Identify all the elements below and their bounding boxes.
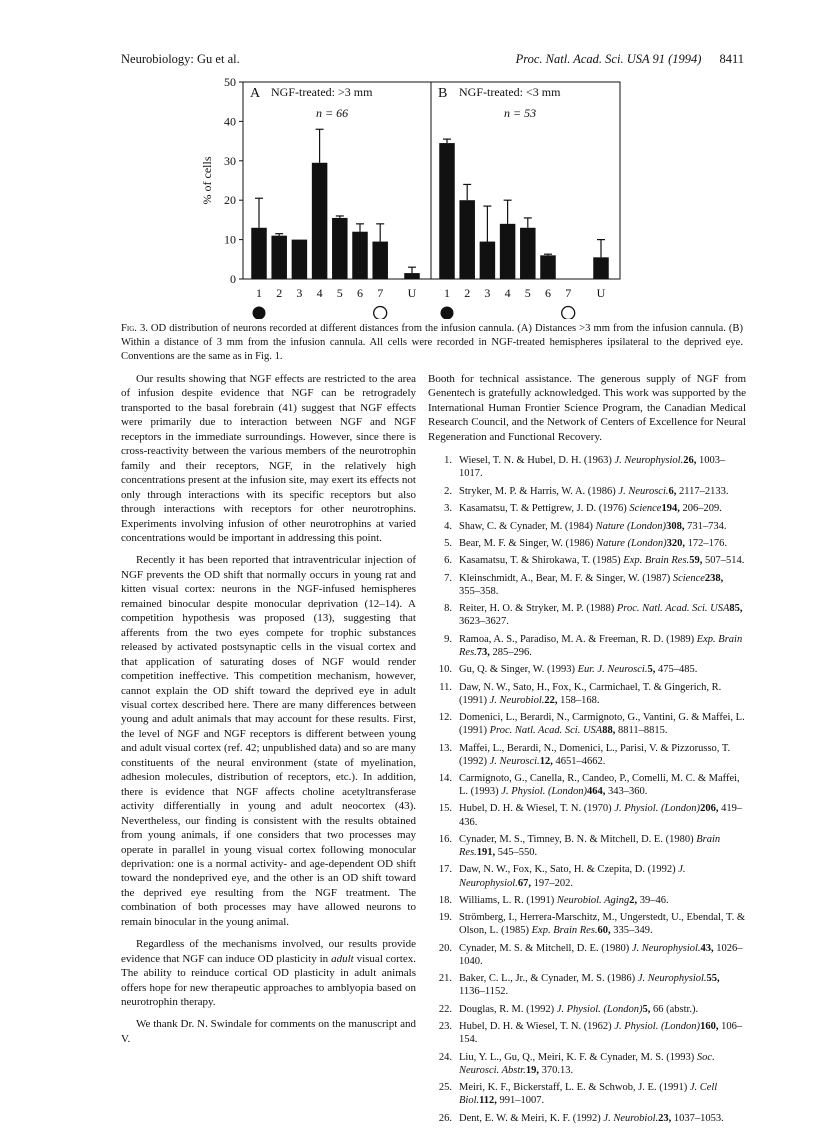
reference-authors: Kasamatsu, T. & Shirokawa, T. (1985) — [459, 555, 624, 567]
reference-volume: 55, — [706, 973, 720, 985]
x-tick-label: 5 — [336, 286, 343, 300]
reference-volume: 85, — [729, 603, 743, 615]
running-head-journal: Proc. Natl. Acad. Sci. USA 91 (1994) — [515, 52, 702, 66]
reference-volume: 12, — [539, 755, 553, 767]
open-circle-icon — [562, 307, 575, 320]
reference-6 — [428, 554, 746, 567]
x-tick-label: U — [407, 286, 417, 300]
reference-17 — [428, 863, 746, 889]
reference-pages: 197–202. — [530, 877, 573, 889]
x-tick-label: 7 — [377, 286, 384, 300]
reference-pages: 158–168. — [557, 694, 600, 706]
reference-authors: Baker, C. L., Jr., & Cynader, M. S. (1986) — [459, 973, 638, 985]
reference-pages: 1003–1017. — [459, 455, 726, 480]
reference-19 — [428, 911, 746, 937]
reference-26 — [428, 1112, 746, 1125]
bar-U — [404, 273, 420, 279]
reference-pages: 335–349. — [610, 925, 653, 937]
body-paragraph-2: Recently it has been reported that intraventricular injection of NGF prevents the OD shift that normally occurs in young rat and kitten visual cortex: neurons in the NGF-infused hemispheres remained binocular despite monocular deprivation (12–14). A competition hypothesis was proposed (13), suggesting that afferents from the two eyes compete for trophic substances released by activated postsynaptic cells in the visual cortex and that application of saturating doses of NGF would render competition ineffective. This competition mechanism, however, cannot explain the OD shift toward the deprived eye in adult visual cortex described here. There are many differences between young and adult animals that may account for these results. First, the level of NGF and NGF receptors is different between young and adult visual cortex (ref. 42; unpublished data) and so are many constituents of the neural environment (state of myelination, adhesion molecules, distribution of receptors, etc.). In addition, there is evidence that NGF affects choline acetyltransferase activity differentially in young and adult neocortex (43). Nevertheless, our finding is consistent with the results obtained from young animals, if one considers that two processes may operate in parallel in young visual cortex following monocular deprivation: one is a normal activity- and age-dependent OD shift toward the nondeprived eye, and the other is an OD shift toward the deprived eye resulting from the NGF treatment. The combination of both processes may have allowed neurons to remain binocular in the young animal. — [121, 554, 416, 928]
reference-8 — [428, 602, 746, 628]
reference-number: 25. — [438, 1082, 452, 1094]
reference-journal: Science — [629, 503, 662, 515]
acknowledgments-start: We thank Dr. N. Swindale for comments on the manuscript and V. — [121, 1018, 416, 1045]
reference-authors: Williams, L. R. (1991) — [459, 894, 557, 906]
x-tick-label: 3 — [296, 286, 303, 300]
bar-7 — [372, 242, 388, 279]
reference-4 — [428, 520, 746, 533]
reference-number: 2. — [444, 485, 452, 497]
reference-journal: Eur. J. Neurosci. — [577, 664, 648, 676]
reference-volume: 464, — [587, 786, 606, 798]
x-tick-label: 1 — [256, 286, 262, 300]
panel-title: NGF-treated: <3 mm — [459, 85, 561, 99]
reference-volume: 19, — [525, 1064, 539, 1076]
reference-pages: 66 (abstr.). — [650, 1003, 699, 1015]
reference-journal: J. Physiol. (London) — [614, 803, 701, 815]
reference-number: 19. — [438, 912, 452, 924]
reference-authors: Strömberg, I., Herrera-Marschitz, M., Ungerstedt, U., Ebendal, T. & Olson, L. (1985) — [459, 912, 746, 937]
reference-pages: 355–358. — [459, 585, 499, 597]
reference-number: 20. — [438, 942, 452, 954]
reference-volume: 112, — [479, 1095, 497, 1107]
reference-journal: J. Neurophysiol. — [637, 973, 707, 985]
y-axis-label: % of cells — [200, 156, 214, 205]
reference-number: 24. — [438, 1051, 452, 1063]
reference-authors: Cynader, M. S. & Mitchell, D. E. (1980) — [459, 942, 632, 954]
reference-journal: Proc. Natl. Acad. Sci. USA — [616, 603, 730, 615]
running-head-section: Neurobiology: Gu et al. — [121, 52, 240, 66]
reference-journal: Exp. Brain Res. — [623, 555, 690, 567]
reference-volume: 206, — [700, 803, 719, 815]
reference-authors: Meiri, K. F., Bickerstaff, L. E. & Schwob, J. E. (1991) — [459, 1082, 690, 1094]
reference-7 — [428, 572, 746, 598]
reference-volume: 160, — [700, 1021, 719, 1033]
reference-volume: 67, — [517, 877, 531, 889]
p3-emphasis: adult — [331, 952, 354, 965]
left-column — [121, 372, 416, 1046]
reference-number: 3. — [444, 503, 452, 515]
bar-5 — [520, 228, 536, 279]
panel-letter: A — [250, 86, 261, 101]
reference-volume: 308, — [666, 520, 685, 532]
x-tick-label: 5 — [524, 286, 531, 300]
reference-journal: J. Physiol. (London) — [556, 1003, 643, 1015]
reference-18 — [428, 894, 746, 907]
reference-journal: Proc. Natl. Acad. Sci. USA — [489, 725, 603, 737]
reference-authors: Domenici, L., Berardi, N., Carmignoto, G., Vantini, G. & Maffei, L. (1991) — [459, 712, 745, 737]
x-tick-label: 1 — [444, 286, 450, 300]
x-tick-label: 2 — [276, 286, 283, 300]
reference-number: 14. — [438, 773, 452, 784]
reference-authors: Shaw, C. & Cynader, M. (1984) — [459, 520, 596, 532]
reference-volume: 191, — [476, 847, 496, 859]
reference-authors: Daw, N. W., Fox, K., Sato, H. & Czepita, D. (1992) — [459, 864, 679, 876]
reference-volume: 88, — [602, 725, 616, 737]
bar-2 — [459, 200, 475, 279]
y-tick-label: 0 — [230, 272, 236, 286]
reference-journal: J. Physiol. (London) — [501, 786, 588, 798]
x-tick-label: 3 — [484, 286, 491, 300]
reference-13 — [428, 742, 746, 768]
reference-number: 5. — [444, 537, 452, 549]
reference-volume: 6, — [668, 485, 677, 497]
figure-3-chart — [196, 74, 626, 319]
bar-U — [593, 257, 609, 279]
reference-number: 1. — [444, 455, 452, 467]
panel-letter: B — [438, 86, 448, 101]
reference-journal: Soc. Neurosci. Abstr. — [459, 1051, 715, 1076]
reference-journal: J. Neurobiol. — [603, 1112, 659, 1124]
body-paragraph-1: Our results showing that NGF effects are restricted to the area of infusion despite evidence that NGF can be retrogradely transported to the basal forebrain (41) suggest that NGF effects were primarily due to interaction between NGF and NGF receptors in the immediate surroundings. However, since there is cross-reactivity between the various members of the neurotrophin family and their receptors, NGF, in the relatively high concentrations present at the infusion site, may exert its effects not only through interactions with its specific receptors but also through interactions with receptors for other neurotrophins. Experiments involving infusion of other neurotrophins at varied concentrations would be important in addressing this point. — [121, 373, 416, 544]
reference-authors: Kasamatsu, T. & Pettigrew, J. D. (1976) — [459, 503, 630, 515]
reference-11 — [428, 681, 746, 707]
reference-pages: 106–154. — [459, 1021, 743, 1046]
reference-journal: J. Neurobiol. — [489, 694, 545, 706]
reference-list — [428, 454, 746, 1124]
reference-10 — [428, 663, 746, 676]
reference-pages: 8811–8815. — [615, 725, 668, 737]
bar-5 — [332, 218, 348, 279]
reference-number: 26. — [438, 1112, 452, 1124]
reference-number: 10. — [438, 664, 452, 676]
bar-6 — [540, 255, 556, 279]
reference-volume: 43, — [700, 942, 714, 954]
reference-authors: Reiter, H. O. & Stryker, M. P. (1988) — [459, 603, 617, 615]
reference-number: 16. — [438, 833, 452, 845]
reference-pages: 1136–1152. — [459, 986, 509, 998]
running-head-journal-group — [516, 52, 744, 67]
p3-text-b: visual cortex. The ability to reinduce cortical OD plasticity in adult animals offers hope for new therapeutic approaches to amblyopia based on neurotrophin therapy. — [121, 952, 416, 1009]
x-tick-label: 4 — [504, 286, 511, 300]
bar-2 — [271, 236, 287, 279]
reference-number: 13. — [438, 742, 452, 754]
reference-volume: 23, — [658, 1112, 672, 1124]
reference-pages: 419–436. — [459, 803, 743, 828]
reference-pages: 475–485. — [655, 664, 698, 676]
reference-volume: 60, — [597, 925, 611, 937]
reference-pages: 2117–2133. — [676, 485, 729, 497]
bar-3 — [480, 242, 496, 279]
acknowledgments-continued: Booth for technical assistance. The generous supply of NGF from Genentech is gratefully acknowledged. This work was supported by the International Human Frontier Science Program, the Canadian Medical Research Council, and the Network of Centers of Excellence for Neural Regeneration and Functional Recovery. — [428, 373, 746, 443]
reference-volume: 26, — [683, 455, 697, 467]
reference-authors: Carmignoto, G., Canella, R., Candeo, P., Comelli, M. C. & Maffei, L. (1993) — [459, 773, 740, 798]
reference-volume: 22, — [544, 694, 558, 706]
panel-a — [243, 82, 431, 319]
bar-1 — [439, 143, 455, 279]
reference-25 — [428, 1081, 746, 1107]
reference-pages: 172–176. — [685, 537, 728, 549]
reference-14 — [428, 772, 746, 798]
reference-journal: J. Neurosci. — [618, 485, 669, 497]
reference-pages: 39–46. — [637, 894, 669, 906]
reference-21 — [428, 972, 746, 998]
reference-number: 11. — [439, 681, 452, 693]
reference-pages: 343–360. — [605, 786, 648, 798]
reference-authors: Stryker, M. P. & Harris, W. A. (1986) — [459, 485, 619, 497]
reference-authors: Daw, N. W., Sato, H., Fox, K., Carmichael, T. & Gingerich, R. (1991) — [459, 681, 722, 706]
reference-23 — [428, 1020, 746, 1046]
reference-authors: Kleinschmidt, A., Bear, M. F. & Singer, W. (1987) — [459, 572, 673, 584]
reference-pages: 4651–4662. — [552, 755, 606, 767]
reference-pages: 3623–3627. — [459, 616, 509, 628]
reference-number: 22. — [438, 1003, 452, 1015]
x-tick-label: 2 — [464, 286, 471, 300]
figure-caption — [121, 322, 743, 364]
reference-3 — [428, 502, 746, 515]
reference-journal: Brain Res. — [459, 833, 721, 859]
reference-volume: 5, — [642, 1003, 651, 1015]
reference-number: 23. — [438, 1021, 452, 1033]
reference-journal: Science — [672, 572, 705, 584]
x-tick-label: U — [596, 286, 606, 300]
reference-journal: Neurobiol. Aging — [556, 894, 630, 906]
reference-pages: 1037–1053. — [671, 1112, 724, 1124]
bar-1 — [251, 228, 267, 279]
x-tick-label: 6 — [545, 286, 551, 300]
reference-number: 9. — [444, 633, 452, 645]
panel-b — [431, 82, 620, 319]
reference-volume: 59, — [689, 555, 703, 567]
reference-pages: 991–1007. — [496, 1095, 545, 1107]
reference-authors: Maffei, L., Berardi, N., Domenici, L., Parisi, V. & Pizzorusso, T. (1992) — [459, 742, 731, 767]
reference-journal: J. Physiol. (London) — [614, 1021, 701, 1033]
p3-text-a: Regardless of the mechanisms involved, our results provide evidence that NGF can induce OD plasticity in — [121, 938, 416, 965]
reference-authors: Wiesel, T. N. & Hubel, D. H. (1963) — [459, 455, 615, 467]
reference-journal: Nature (London) — [595, 520, 667, 532]
reference-authors: Hubel, D. H. & Wiesel, T. N. (1970) — [459, 803, 615, 815]
reference-authors: Cynader, M. S., Timney, B. N. & Mitchell, D. E. (1980) — [459, 833, 697, 845]
reference-pages: 731–734. — [684, 520, 727, 532]
reference-volume: 238, — [704, 572, 724, 584]
reference-5 — [428, 537, 746, 550]
reference-pages: 285–296. — [489, 646, 532, 658]
reference-12 — [428, 711, 746, 737]
y-tick-label: 20 — [224, 193, 236, 208]
bar-4 — [312, 163, 328, 279]
reference-20 — [428, 942, 746, 968]
reference-journal: J. Cell Biol. — [459, 1082, 718, 1107]
bar-3 — [292, 240, 308, 279]
y-tick-label: 50 — [224, 75, 236, 89]
x-tick-label: 6 — [357, 286, 363, 300]
reference-authors: Dent, E. W. & Meiri, K. F. (1992) — [459, 1112, 604, 1124]
reference-journal: Exp. Brain Res. — [459, 633, 743, 658]
reference-authors: Douglas, R. M. (1992) — [459, 1003, 557, 1015]
panel-n-label: n = 66 — [316, 106, 349, 120]
reference-9 — [428, 633, 746, 659]
x-tick-label: 4 — [316, 286, 323, 300]
reference-journal: J. Neurophysiol. — [614, 455, 684, 467]
reference-number: 17. — [438, 864, 452, 876]
reference-pages: 507–514. — [702, 555, 745, 567]
reference-number: 8. — [444, 603, 452, 615]
reference-24 — [428, 1051, 746, 1077]
reference-authors: Liu, Y. L., Gu, Q., Meiri, K. F. & Cynader, M. S. (1993) — [459, 1051, 697, 1063]
reference-number: 4. — [444, 520, 452, 532]
reference-authors: Gu, Q. & Singer, W. (1993) — [459, 664, 578, 676]
reference-volume: 320, — [666, 537, 686, 549]
reference-journal: J. Neurosci. — [489, 755, 540, 767]
filled-circle-icon — [441, 307, 454, 320]
page-number: 8411 — [719, 52, 744, 66]
caption-text: OD distribution of neurons recorded at different distances from the infusion cannula. (A) Distances >3 mm from the infusion cannula. (B) Within a distance of 3 mm from the infusion cannula. All cells were recorded in NGF-treated hemispheres ipsilateral to the deprived eye. Conventions are the same as in Fig. 1. — [121, 323, 743, 362]
filled-circle-icon — [253, 307, 266, 320]
reference-number: 21. — [438, 973, 452, 985]
reference-journal: Nature (London) — [596, 537, 667, 549]
reference-volume: 2, — [629, 894, 638, 906]
right-column — [428, 372, 746, 1129]
reference-journal: J. Neurophysiol. — [459, 864, 686, 889]
reference-number: 12. — [438, 712, 452, 724]
bar-6 — [352, 232, 368, 279]
bar-4 — [500, 224, 515, 279]
reference-number: 7. — [444, 572, 452, 584]
reference-authors: Hubel, D. H. & Wiesel, T. N. (1962) — [459, 1021, 615, 1033]
reference-volume: 73, — [476, 646, 490, 658]
reference-1 — [428, 454, 746, 480]
reference-journal: Exp. Brain Res. — [531, 925, 598, 937]
reference-2 — [428, 485, 746, 498]
y-tick-label: 30 — [224, 153, 236, 168]
reference-pages: 206–209. — [679, 503, 722, 515]
x-tick-label: 7 — [565, 286, 572, 300]
reference-authors: Ramoa, A. S., Paradiso, M. A. & Freeman, R. D. (1989) — [459, 633, 697, 645]
reference-number: 6. — [444, 555, 452, 567]
open-circle-icon — [374, 307, 387, 320]
reference-number: 18. — [438, 894, 452, 906]
y-tick-label: 10 — [224, 232, 236, 247]
reference-authors: Bear, M. F. & Singer, W. (1986) — [459, 537, 597, 549]
reference-volume: 5, — [647, 664, 656, 676]
reference-pages: 1026–1040. — [459, 942, 743, 967]
reference-16 — [428, 833, 746, 859]
figure-3 — [196, 74, 626, 324]
running-head — [121, 52, 744, 70]
caption-label: Fig. 3. — [121, 323, 148, 334]
body-paragraph-3 — [121, 937, 416, 1009]
reference-pages: 370.13. — [538, 1064, 574, 1076]
reference-volume: 194, — [661, 503, 680, 515]
reference-pages: 545–550. — [495, 847, 538, 859]
reference-22 — [428, 1003, 746, 1016]
reference-journal: J. Neurophysiol. — [631, 942, 701, 954]
reference-15 — [428, 802, 746, 828]
panel-n-label: n = 53 — [504, 106, 537, 120]
panel-title: NGF-treated: >3 mm — [271, 85, 373, 99]
reference-number: 15. — [438, 803, 452, 815]
y-tick-label: 40 — [224, 114, 236, 129]
